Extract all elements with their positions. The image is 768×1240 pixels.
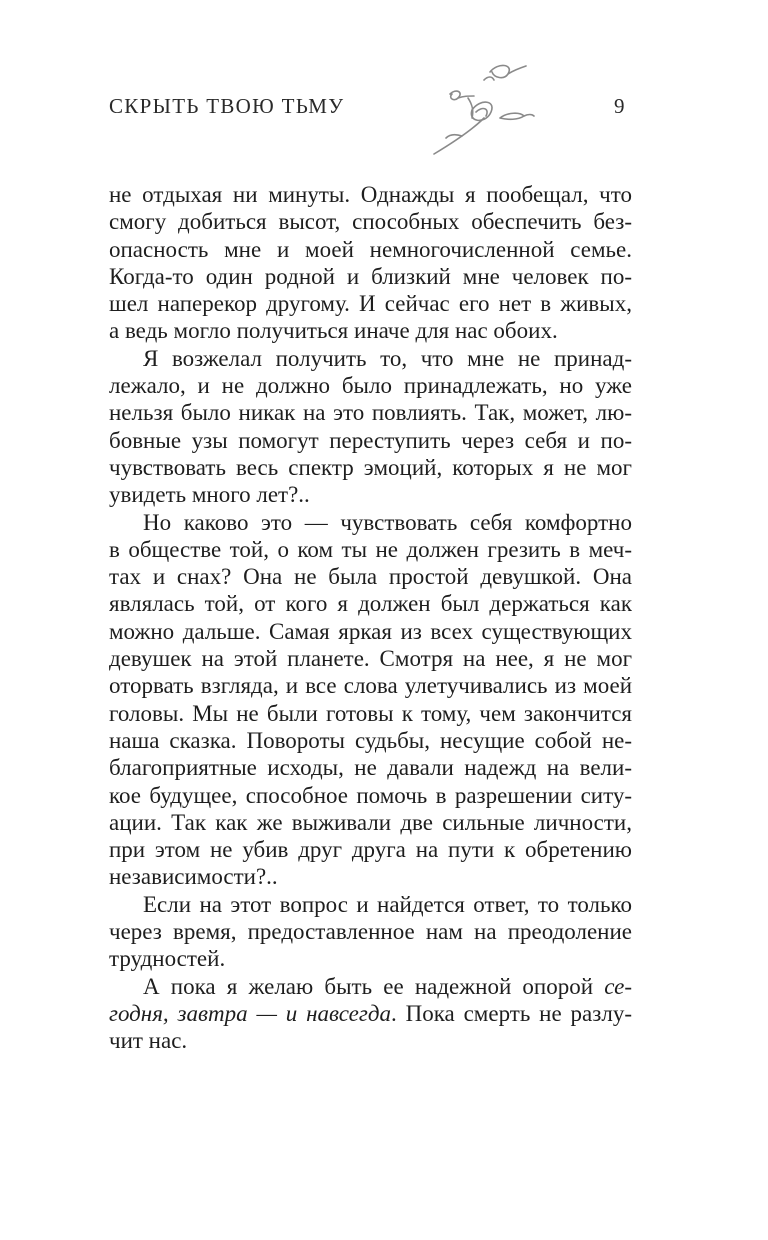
italic-run: се- — [604, 973, 632, 999]
text-line: чувствовать весь спектр эмоций, которых я не мог — [109, 454, 632, 480]
text-line: оторвать взгляда, и все слова улетучивались из моей — [109, 673, 632, 699]
text-line: можно дальше. Самая яркая из всех существующих — [109, 618, 632, 644]
text-line: независимости?.. — [109, 864, 278, 890]
text-line: через время, предоставленное нам на преодоление — [109, 919, 632, 945]
floral-vignette-icon — [428, 58, 536, 158]
text-line: опасность мне и моей немногочисленной семье. — [109, 236, 632, 262]
text-line: бовные узы помогут переступить через себя и по- — [109, 427, 632, 453]
page-number: 9 — [614, 94, 625, 118]
text-line: не отдыхая ни минуты. Однажды я пообещал, что — [109, 182, 632, 207]
italic-run: годня, завтра — и навсегда — [109, 1000, 391, 1026]
text-line: являлась той, от кого я должен был держаться как — [109, 591, 632, 617]
text-line: а ведь могло получиться иначе для нас обоих. — [109, 318, 558, 344]
text-line: наша сказка. Повороты судьбы, несущие собой не- — [109, 727, 632, 753]
text-line: нельзя было никак на это повлиять. Так, может, лю- — [109, 400, 632, 426]
text-run: А пока я желаю быть ее надежной опорой — [143, 973, 605, 999]
text-line: при этом не убив друг друга на пути к обретению — [109, 837, 632, 863]
text-line: в обществе той, о ком ты не должен грезить в меч- — [109, 536, 632, 562]
text-line: кое будущее, способное помочь в разрешении ситу- — [109, 782, 632, 808]
text-line: трудностей. — [109, 946, 226, 972]
text-line: тах и снах? Она не была простой девушкой. Она — [109, 564, 632, 590]
text-line: Я возжелал получить то, что мне не принад- — [143, 345, 632, 371]
text-line: Если на этот вопрос и найдется ответ, то только — [143, 891, 632, 917]
running-title: СКРЫТЬ ТВОЮ ТЬМУ — [109, 94, 345, 118]
text-line: шел наперекор другому. И сейчас его нет в живых, — [109, 291, 632, 317]
text-line — [109, 973, 632, 1000]
text-line: благоприятные исходы, не давали надежд на вели- — [109, 755, 632, 781]
text-line: Когда-то один родной и близкий мне человек по- — [109, 263, 632, 289]
body-text — [109, 181, 632, 1055]
text-line: чит нас. — [109, 1028, 188, 1054]
text-line: лежало, и не должно было принадлежать, но уже — [109, 373, 632, 399]
text-line: ации. Так как же выживали две сильные личности, — [109, 809, 632, 835]
text-line — [109, 1000, 632, 1027]
text-line: головы. Мы не были готовы к тому, чем закончится — [109, 700, 632, 726]
text-run: . Пока смерть не разлу- — [390, 1000, 632, 1026]
text-line: увидеть много лет?.. — [109, 482, 310, 508]
text-line: Но каково это — чувствовать себя комфортно — [143, 509, 632, 535]
text-line: смогу добиться высот, способных обеспечить без- — [109, 209, 632, 235]
text-line: девушек на этой планете. Смотря на нее, я не мог — [109, 646, 632, 672]
